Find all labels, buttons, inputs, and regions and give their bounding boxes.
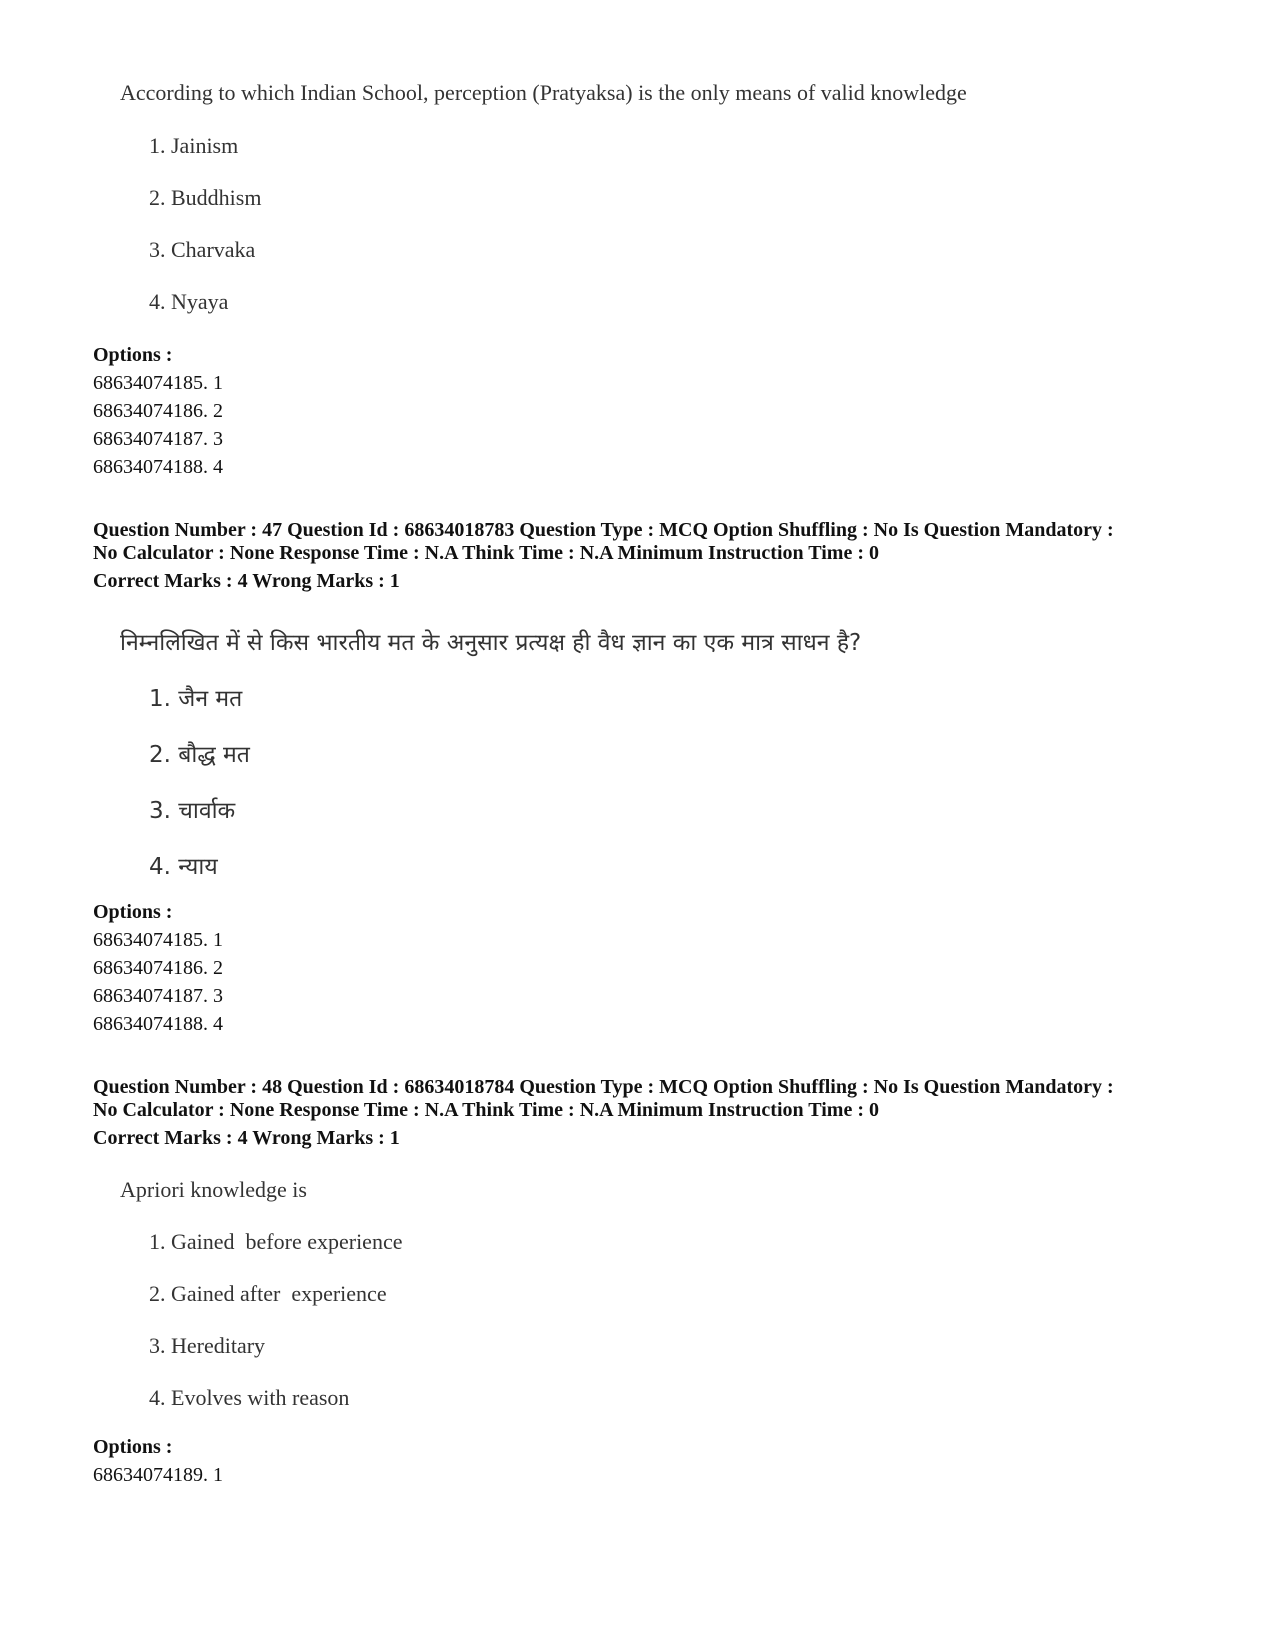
question-47-meta-line-2: No Calculator : None Response Time : N.A Think Time : N.A Minimum Instruction Time : 0 — [93, 542, 879, 564]
question-46-choice-4: 4. Nyaya — [149, 289, 229, 314]
question-48-meta-line-1: Question Number : 48 Question Id : 68634018784 Question Type : MCQ Option Shuffling : No Is Question Mandatory : — [93, 1076, 1114, 1098]
question-48-choice-1: 1. Gained before experience — [149, 1229, 403, 1254]
question-47-choice-4: 4. न्याय — [149, 854, 218, 880]
question-47-meta-line-1: Question Number : 47 Question Id : 68634018783 Question Type : MCQ Option Shuffling : No Is Question Mandatory : — [93, 519, 1114, 541]
question-47-marks: Correct Marks : 4 Wrong Marks : 1 — [93, 570, 400, 592]
question-47-text: निम्नलिखित में से किस भारतीय मत के अनुसार प्रत्यक्ष ही वैध ज्ञान का एक मात्र साधन है? — [120, 630, 862, 656]
question-47-choice-2: 2. बौद्ध मत — [149, 742, 250, 768]
question-48-meta-line-2: No Calculator : None Response Time : N.A Think Time : N.A Minimum Instruction Time : 0 — [93, 1099, 879, 1121]
question-48-choice-4: 4. Evolves with reason — [149, 1385, 350, 1410]
question-46-choice-2: 2. Buddhism — [149, 185, 262, 210]
question-47-option-4: 68634074188. 4 — [93, 1013, 223, 1035]
question-47-choice-1: 1. जैन मत — [149, 686, 243, 712]
question-46-choice-1: 1. Jainism — [149, 133, 239, 158]
question-48-choice-3: 3. Hereditary — [149, 1333, 266, 1358]
question-46-option-2: 68634074186. 2 — [93, 400, 223, 422]
question-46-option-3: 68634074187. 3 — [93, 428, 223, 450]
question-47-option-1: 68634074185. 1 — [93, 929, 223, 951]
question-47-option-3: 68634074187. 3 — [93, 985, 223, 1007]
question-47-choice-3: 3. चार्वाक — [149, 798, 236, 824]
question-46-option-1: 68634074185. 1 — [93, 372, 223, 394]
question-48-choice-2: 2. Gained after experience — [149, 1281, 387, 1306]
question-48-marks: Correct Marks : 4 Wrong Marks : 1 — [93, 1127, 400, 1149]
question-48-options-label: Options : — [93, 1436, 173, 1458]
question-46-choice-3: 3. Charvaka — [149, 237, 256, 262]
question-47-options-label: Options : — [93, 901, 173, 923]
question-46-text: According to which Indian School, perception (Pratyaksa) is the only means of valid knowledge — [120, 80, 967, 105]
question-46-option-4: 68634074188. 4 — [93, 456, 223, 478]
question-47-option-2: 68634074186. 2 — [93, 957, 223, 979]
question-48-option-1: 68634074189. 1 — [93, 1464, 223, 1486]
question-48-text: Apriori knowledge is — [120, 1177, 307, 1202]
question-46-options-label: Options : — [93, 344, 173, 366]
